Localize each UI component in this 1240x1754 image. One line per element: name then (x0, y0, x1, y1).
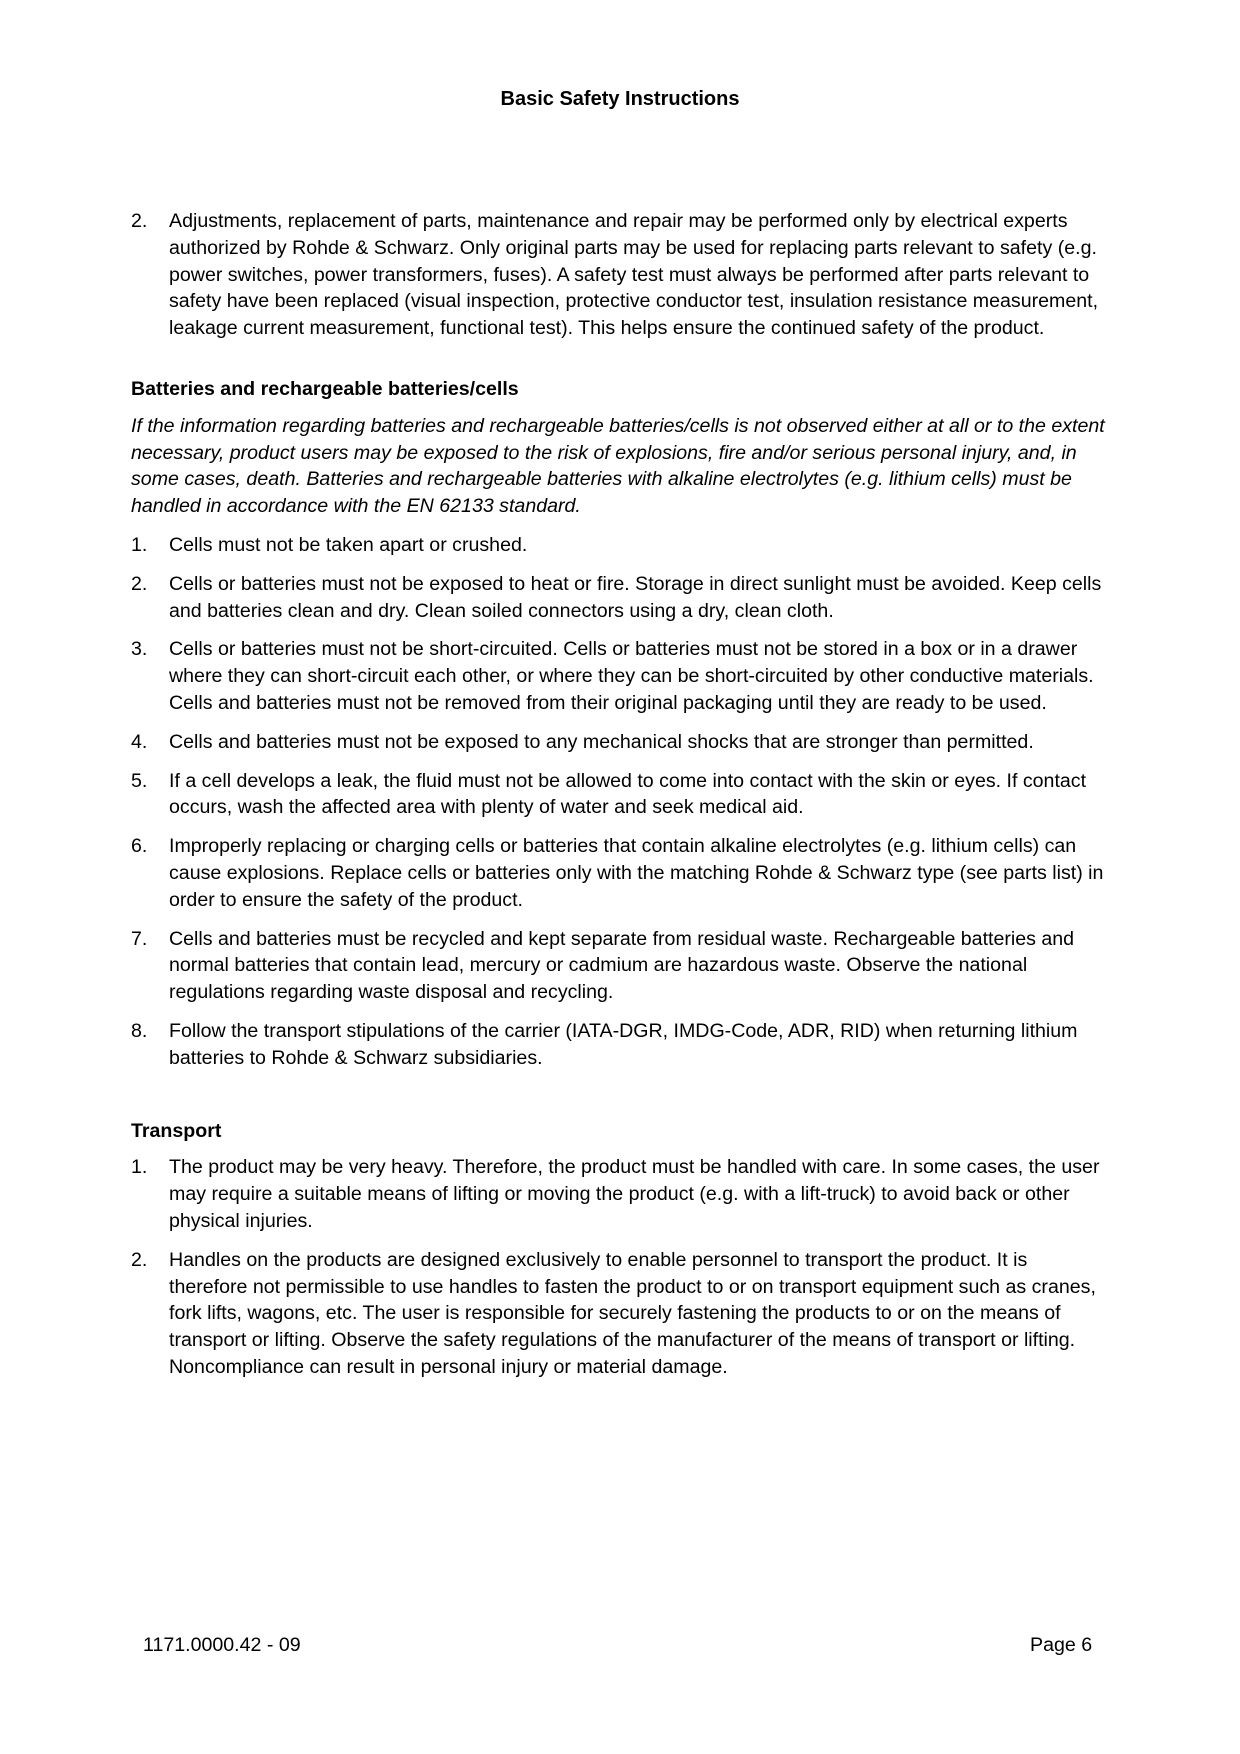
list-item (131, 636, 1111, 716)
list-item-number: 1. (131, 1156, 148, 1179)
document-body (131, 208, 1111, 1393)
list-item-number: 8. (131, 1019, 148, 1042)
list-item (131, 532, 1111, 559)
list-item (131, 571, 1111, 625)
list-item-number: 2. (131, 210, 148, 232)
list-item (131, 926, 1111, 1006)
list-item-text: The product may be very heavy. Therefore, the product must be handled with care. In some cases, the user may require a suitable means of lifting or moving the product (e.g. with a lift-truck) to avoid back or other physical injuries. (169, 1156, 1100, 1232)
batteries-intro: If the information regarding batteries and rechargeable batteries/cells is not observed either at all or to the extent necessary, product users may be exposed to the risk of explosions, fire and/or serious personal injury, and, in some cases, death. Batteries and rechargeable batteries with alkaline electrolytes (e.g. lithium cells) must be handled in accordance with the EN 62133 standard. (131, 414, 1105, 518)
list-item-number: 6. (131, 835, 148, 858)
transport-section (131, 1118, 1111, 1381)
list-item-number: 2. (131, 1248, 148, 1271)
batteries-section-title: Batteries and rechargeable batteries/cells (131, 377, 519, 400)
list-item-text: Cells and batteries must be recycled and kept separate from residual waste. Rechargeable batteries and normal batteries that contain lead, mercury or cadmium are hazardous waste. Observe the national regulations regarding waste disposal and recycling. (169, 927, 1075, 1004)
list-item (131, 1018, 1111, 1072)
list-item (131, 833, 1111, 913)
list-item-text: If a cell develops a leak, the fluid must not be allowed to come into contact with the skin or eyes. If contact occurs, wash the affected area with plenty of water and seek medical aid. (169, 769, 1087, 819)
page-header-title: Basic Safety Instructions (500, 88, 740, 110)
list-item-number: 3. (131, 638, 148, 661)
footer-doc-number: 1171.0000.42 - 09 (143, 1634, 301, 1656)
list-item-text: Cells and batteries must not be exposed to any mechanical shocks that are stronger than permitted. (169, 730, 1034, 753)
batteries-section (131, 376, 1111, 1072)
footer-page-number: Page 6 (1030, 1634, 1093, 1656)
list-item (131, 1154, 1111, 1234)
list-item-number: 1. (131, 533, 148, 556)
list-item (131, 729, 1111, 756)
list-item-number: 4. (131, 730, 148, 753)
list-item (131, 1247, 1111, 1381)
list-item (131, 208, 1111, 342)
list-item-number: 5. (131, 769, 148, 792)
list-item-number: 7. (131, 927, 148, 950)
list-item-text: Follow the transport stipulations of the carrier (IATA-DGR, IMDG-Code, ADR, RID) when returning lithium batteries to Rohde & Schwarz subsidiaries. (169, 1019, 1078, 1069)
list-item (131, 768, 1111, 822)
list-item-text: Handles on the products are designed exclusively to enable personnel to transport the product. It is therefore not permissible to use handles to fasten the product to or on transport equipment such as cranes, fork lifts, wagons, etc. The user is responsible for securely fastening the products to or on the means of transport or lifting. Observe the safety regulations of the manufacturer of the means of transport or lifting. Noncompliance can result in personal injury or material damage. (169, 1248, 1096, 1378)
list-item-text: Cells or batteries must not be short-circuited. Cells or batteries must not be stored in a box or in a drawer where they can short-circuit each other, or where they can be short-circuited by other conductive materials. Cells and batteries must not be removed from their original packaging until they are ready to be used. (169, 638, 1094, 714)
list-item-text: Improperly replacing or charging cells or batteries that contain alkaline electrolytes (e.g. lithium cells) can cause explosions. Replace cells or batteries only with the matching Rohde & Schwarz type (see parts list) in order to ensure the safety of the product. (169, 835, 1104, 911)
list-item-text: Cells must not be taken apart or crushed. (169, 533, 528, 556)
list-item-text: Adjustments, replacement of parts, maintenance and repair may be performed only by electrical experts authorized by Rohde & Schwarz. Only original parts may be used for replacing parts relevant to safety (e.g. power switches, power transformers, fuses). A safety test must always be performed after parts relevant to safety have been replaced (visual inspection, protective conductor test, insulation resistance measurement, leakage current measurement, functional test). This helps ensure the continued safety of the product. (169, 210, 1099, 340)
list-item-number: 2. (131, 572, 148, 595)
transport-section-title: Transport (131, 1119, 222, 1142)
list-item-text: Cells or batteries must not be exposed to heat or fire. Storage in direct sunlight must be avoided. Keep cells and batteries clean and dry. Clean soiled connectors using a dry, clean cloth. (169, 572, 1102, 622)
